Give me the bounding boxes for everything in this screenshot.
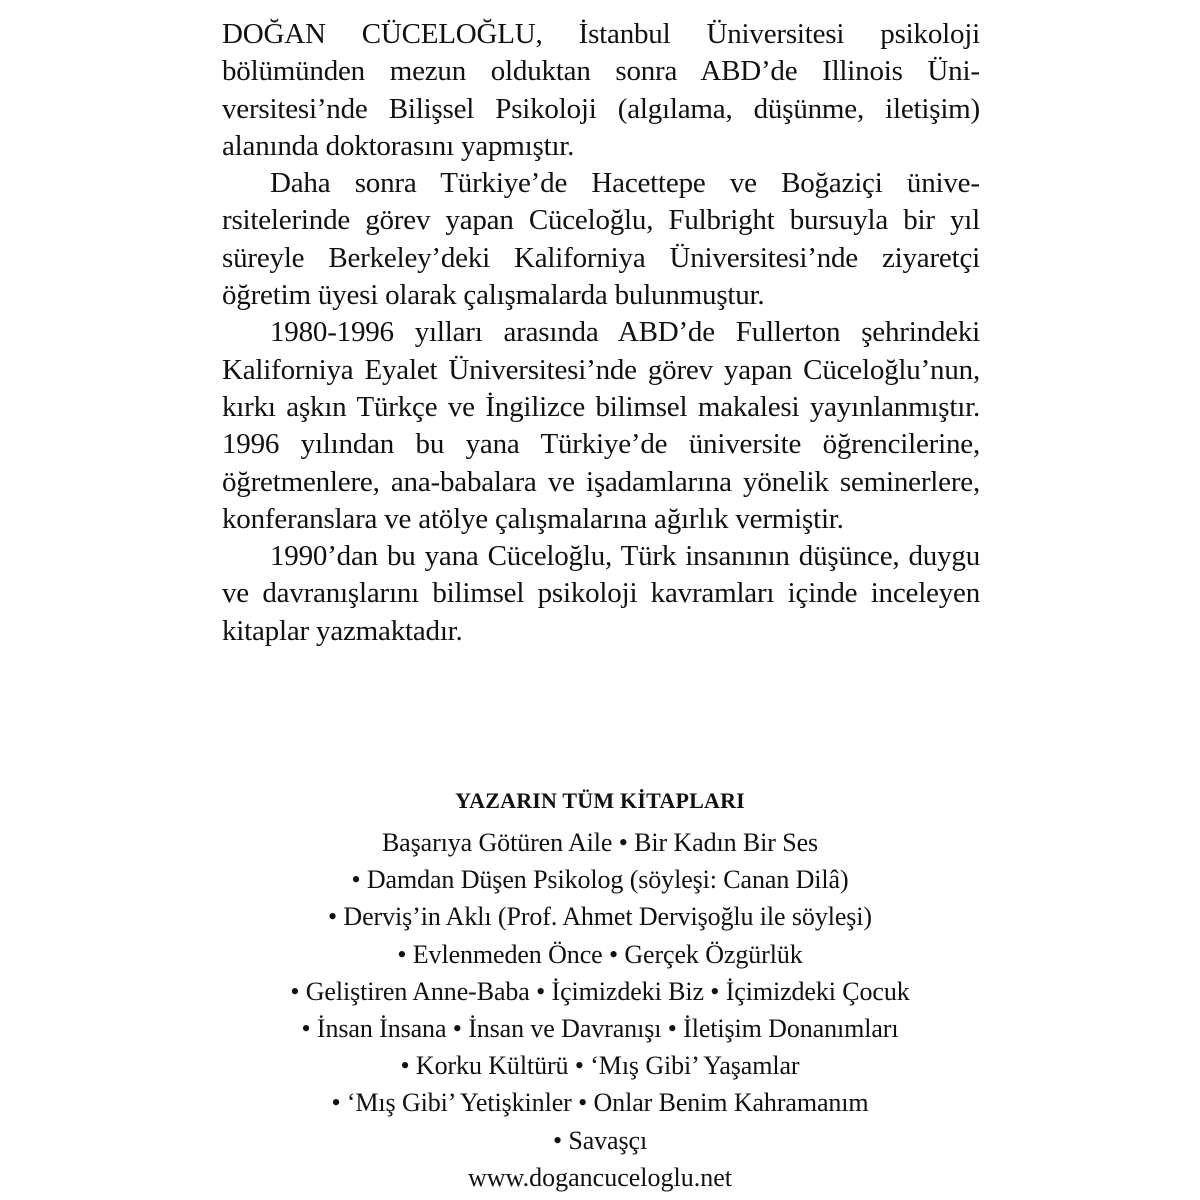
- bio-paragraph-1: DOĞAN CÜCELOĞLU, İstanbul Üniversitesi psikoloji bölümünden mezun olduktan sonra ABD’de Illinois Üniversitesi’nde Bilişsel Psikoloji (algılama, düşünme, iletişim) alanında doktorasını yapmıştır.: [222, 18, 980, 162]
- bio-paragraph-2: Daha sonra Türkiye’de Hacettepe ve Boğaziçi üniversitelerinde görev yapan Cüceloğlu, Fulbright bursuyla bir yıl süreyle Berkeley’deki Kaliforniya Üniversitesi’nde ziyaretçi öğretim üyesi olarak çalışmalarda bulunmuştur.: [222, 167, 980, 312]
- author-biography: [222, 16, 980, 650]
- book-list-line: • Savaşçı: [552, 1125, 648, 1155]
- books-heading: YAZARIN TÜM KİTAPLARI: [455, 788, 745, 813]
- books-section: [200, 786, 1000, 1196]
- book-list-line: • Evlenmeden Önce • Gerçek Özgürlük: [397, 939, 803, 969]
- bio-paragraph-3: 1980-1996 yılları arasında ABD’de Fullerton şehrindeki Kaliforniya Eyalet Üniversitesi’nde görev yapan Cüceloğlu’nun, kırkı aşkın Türkçe ve İngilizce bilimsel makalesi yayınlanmıştır. 1996 yılından bu yana Türkiye’de üniversite öğrencilerine, öğretmenlere, ana-babalara ve işadamlarına yönelik seminerlere, konferanslara ve atölye çalışmalarına ağırlık vermiştir.: [222, 316, 980, 535]
- book-list-line: • Korku Kültürü • ‘Mış Gibi’ Yaşamlar: [400, 1051, 800, 1081]
- book-list-line: • İnsan İnsana • İnsan ve Davranışı • İletişim Donanımları: [301, 1014, 899, 1044]
- book-list-line: • Damdan Düşen Psikolog (söyleşi: Canan Dilâ): [351, 865, 849, 895]
- bio-paragraph-4: 1990’dan bu yana Cüceloğlu, Türk insanının düşünce, duygu ve davranışlarını bilimsel psikoloji kavramları içinde inceleyen kitaplar yazmaktadır.: [222, 540, 980, 647]
- book-list-line: • Geliştiren Anne-Baba • İçimizdeki Biz • İçimizdeki Çocuk: [290, 976, 910, 1006]
- book-list-line: Başarıya Götüren Aile • Bir Kadın Bir Ses: [381, 828, 819, 857]
- book-list: [200, 824, 1000, 1159]
- author-bio-page: [222, 16, 980, 650]
- book-list-line: • ‘Mış Gibi’ Yetişkinler • Onlar Benim Kahramanım: [331, 1088, 869, 1118]
- author-website-link[interactable]: www.dogancuceloglu.net: [467, 1162, 732, 1192]
- book-list-line: • Derviş’in Aklı (Prof. Ahmet Dervişoğlu ile söyleşi): [328, 902, 872, 932]
